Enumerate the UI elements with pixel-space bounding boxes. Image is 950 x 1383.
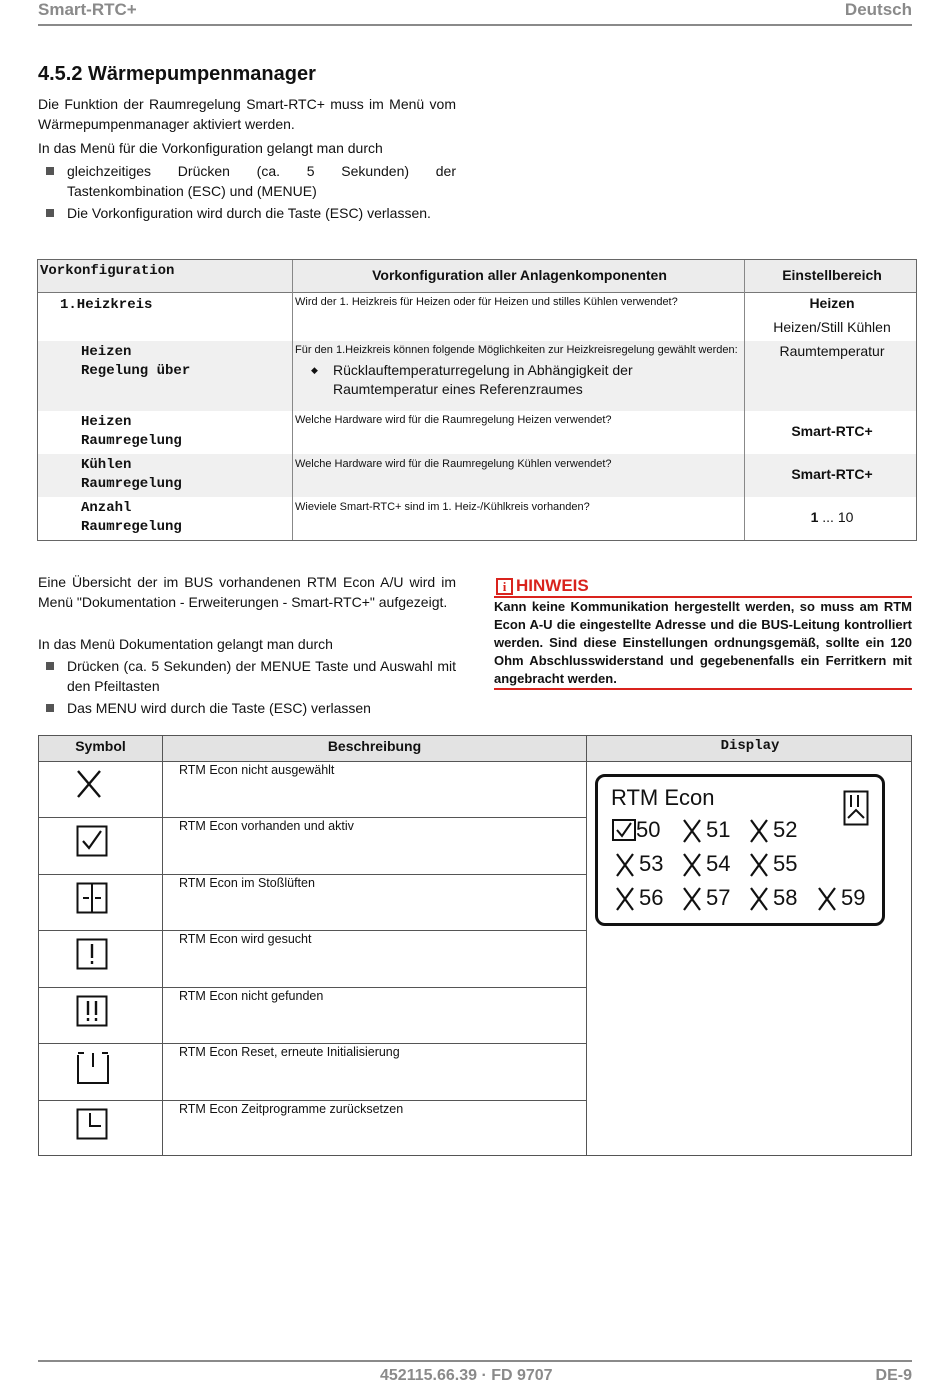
x-icon (749, 819, 769, 843)
x-icon (682, 853, 702, 877)
label-line-2: Raumregelung (81, 476, 182, 492)
hinweis-text: Kann keine Kommunikation hergestellt werden, so muss am RTM Econ A-U die eingestellte Adresse und die BUS-Leitung kontrolliert werden. Sind diese Einstellungen ordnungsgemäß, sollte ein 120 Ohm Abschlusswiderstand und gegebenenfalls ein Ferritkern mit angebracht werden. (494, 599, 912, 686)
display-cell-number: 55 (773, 851, 798, 876)
header-divider (38, 24, 912, 26)
display-cell-number: 50 (636, 817, 661, 842)
row-divider (39, 1100, 587, 1101)
symbol-description-4: RTM Econ wird gesucht (179, 932, 312, 946)
table-row-1-description: Wird der 1. Heizkreis für Heizen oder für Heizen und stilles Kühlen verwendet? (295, 296, 678, 308)
label-line-1: Anzahl (81, 500, 132, 516)
table-row-3-label (81, 413, 182, 451)
label-line-2: Raumregelung (81, 433, 182, 449)
diamond-bullet-icon: ◆ (311, 365, 318, 375)
footer-document-number: 452115.66.39 · FD 9707 (380, 1367, 553, 1383)
reset-icon (76, 1051, 110, 1085)
display-cell-number: 58 (773, 885, 798, 910)
display-cell-number: 56 (639, 885, 664, 910)
display-cell-number: 53 (639, 851, 664, 876)
bullet-square-icon (46, 662, 54, 670)
row-divider (39, 930, 587, 931)
table-row-4-description: Welche Hardware wird für die Raumregelung Kühlen verwendet? (295, 458, 612, 470)
symbol-table (38, 735, 912, 1156)
bullet-text: Die Vorkonfiguration wird durch die Taste (ESC) verlassen. (67, 205, 431, 221)
vorkonfiguration-table (37, 259, 917, 541)
table-row-1-value: Heizen (809, 295, 855, 311)
table-row-2-value: Raumtemperatur (779, 343, 885, 359)
checkbox-checked-icon (76, 825, 108, 857)
table-row-4-value: Smart-RTC+ (791, 466, 873, 482)
display-cell-number: 52 (773, 817, 798, 842)
exclamation-box-icon (76, 938, 108, 970)
status-corner-icon (843, 790, 869, 826)
footer-page-number: DE-9 (875, 1367, 912, 1383)
label-line-1: Heizen (81, 414, 132, 430)
bullet-square-icon (46, 209, 54, 217)
symbol-description-2: RTM Econ vorhanden und aktiv (179, 819, 354, 833)
window-open-icon (76, 882, 108, 914)
description-bullet (295, 361, 739, 399)
x-icon (615, 853, 635, 877)
table-row-5-label (81, 499, 182, 537)
section-bullet-2 (38, 203, 456, 223)
bullet-text: Das MENU wird durch die Taste (ESC) verlassen (67, 700, 371, 716)
bullet-text: Drücken (ca. 5 Sekunden) der MENUE Taste und Auswahl mit den Pfeiltasten (67, 658, 456, 694)
table-header-beschreibung: Beschreibung (327, 738, 422, 754)
hinweis-title: HINWEIS (516, 576, 589, 595)
table-header-einstellbereich: Einstellbereich (782, 267, 882, 283)
column-divider (586, 736, 587, 1155)
row-divider (39, 1043, 587, 1044)
symbol-description-7: RTM Econ Zeitprogramme zurücksetzen (179, 1102, 404, 1116)
bullet-text: Rücklauftemperaturregelung in Abhängigkeit der Raumtemperatur eines Referenzraumes (333, 362, 633, 397)
table-row-4-label (81, 456, 182, 494)
table-row-3-description: Welche Hardware wird für die Raumregelung Heizen verwendet? (295, 414, 612, 426)
label-line-1: Kühlen (81, 457, 132, 473)
display-cell-number: 57 (706, 885, 731, 910)
range-max: ... 10 (818, 509, 854, 525)
overview-bullet-1 (38, 656, 456, 696)
table-row-5-description: Wieviele Smart-RTC+ sind im 1. Heiz-/Kühlkreis vorhanden? (295, 501, 590, 513)
column-divider (162, 736, 163, 1155)
x-icon (682, 887, 702, 911)
row-divider (39, 987, 587, 988)
overview-bullet-2 (38, 698, 456, 718)
x-icon (749, 853, 769, 877)
description-text: Für den 1.Heizkreis können folgende Möglichkeiten zur Heizkreisregelung gewählt werden: (295, 344, 738, 356)
label-line-1: Heizen (81, 344, 132, 360)
table-header-display: Display (720, 738, 780, 754)
display-title: RTM Econ (611, 785, 715, 810)
display-cell-number: 54 (706, 851, 731, 876)
display-preview (595, 774, 885, 926)
x-icon (749, 887, 769, 911)
range-min: 1 (810, 509, 819, 525)
label-line-2: Regelung über (81, 363, 191, 379)
table-row-5-value (746, 505, 918, 529)
double-exclamation-box-icon (76, 995, 108, 1027)
label-line-2: Raumregelung (81, 519, 182, 535)
hinweis-bottom-rule (494, 688, 912, 690)
overview-paragraph-1: Eine Übersicht der im BUS vorhandenen RTM Econ A/U wird im Menü "Dokumentation - Erweiterungen - Smart-RTC+" aufgezeigt. (38, 574, 456, 610)
section-bullet-1 (38, 161, 456, 201)
checkbox-checked-icon (612, 819, 636, 841)
table-row-3-value: Smart-RTC+ (791, 423, 873, 439)
bullet-square-icon (46, 704, 54, 712)
bullet-text: gleichzeitiges Drücken (ca. 5 Sekunden) der Tastenkombination (ESC) und (MENUE) (67, 163, 456, 199)
column-divider (744, 260, 745, 540)
symbol-description-1: RTM Econ nicht ausgewählt (179, 763, 335, 777)
x-icon (76, 769, 102, 799)
table-header-komponenten: Vorkonfiguration aller Anlagenkomponenten (372, 267, 667, 283)
overview-paragraph-2: In das Menü Dokumentation gelangt man durch (38, 636, 333, 652)
table-row-1-value-alt: Heizen/Still Kühlen (773, 319, 891, 335)
table-row-2-label (81, 343, 190, 381)
section-title: 4.5.2 Wärmepumpenmanager (38, 63, 316, 85)
table-row-1-label: 1.Heizkreis (60, 297, 153, 313)
symbol-description-5: RTM Econ nicht gefunden (179, 989, 324, 1003)
footer-divider (38, 1360, 912, 1362)
symbol-description-6: RTM Econ Reset, erneute Initialisierung (179, 1045, 400, 1059)
x-icon (682, 819, 702, 843)
header-product-name: Smart-RTC+ (38, 0, 137, 19)
clock-reset-icon (76, 1108, 108, 1140)
section-paragraph-1: Die Funktion der Raumregelung Smart-RTC+ muss im Menü vom Wärmepumpenmanager aktiviert werden. (38, 96, 456, 132)
table-header-symbol: Symbol (75, 738, 126, 754)
table-row-2-description (295, 344, 739, 399)
x-icon (615, 887, 635, 911)
section-paragraph-2: In das Menü für die Vorkonfiguration gelangt man durch (38, 140, 383, 156)
display-cell-number: 51 (706, 817, 731, 842)
symbol-description-3: RTM Econ im Stoßlüften (179, 876, 315, 890)
info-icon: i (496, 578, 513, 595)
column-divider (292, 260, 293, 540)
table-header-vorkonfiguration: Vorkonfiguration (40, 263, 175, 279)
bullet-square-icon (46, 167, 54, 175)
x-icon (817, 887, 837, 911)
header-language: Deutsch (844, 0, 912, 19)
row-divider (39, 817, 587, 818)
row-divider (39, 874, 587, 875)
display-cell-number: 59 (841, 885, 866, 910)
